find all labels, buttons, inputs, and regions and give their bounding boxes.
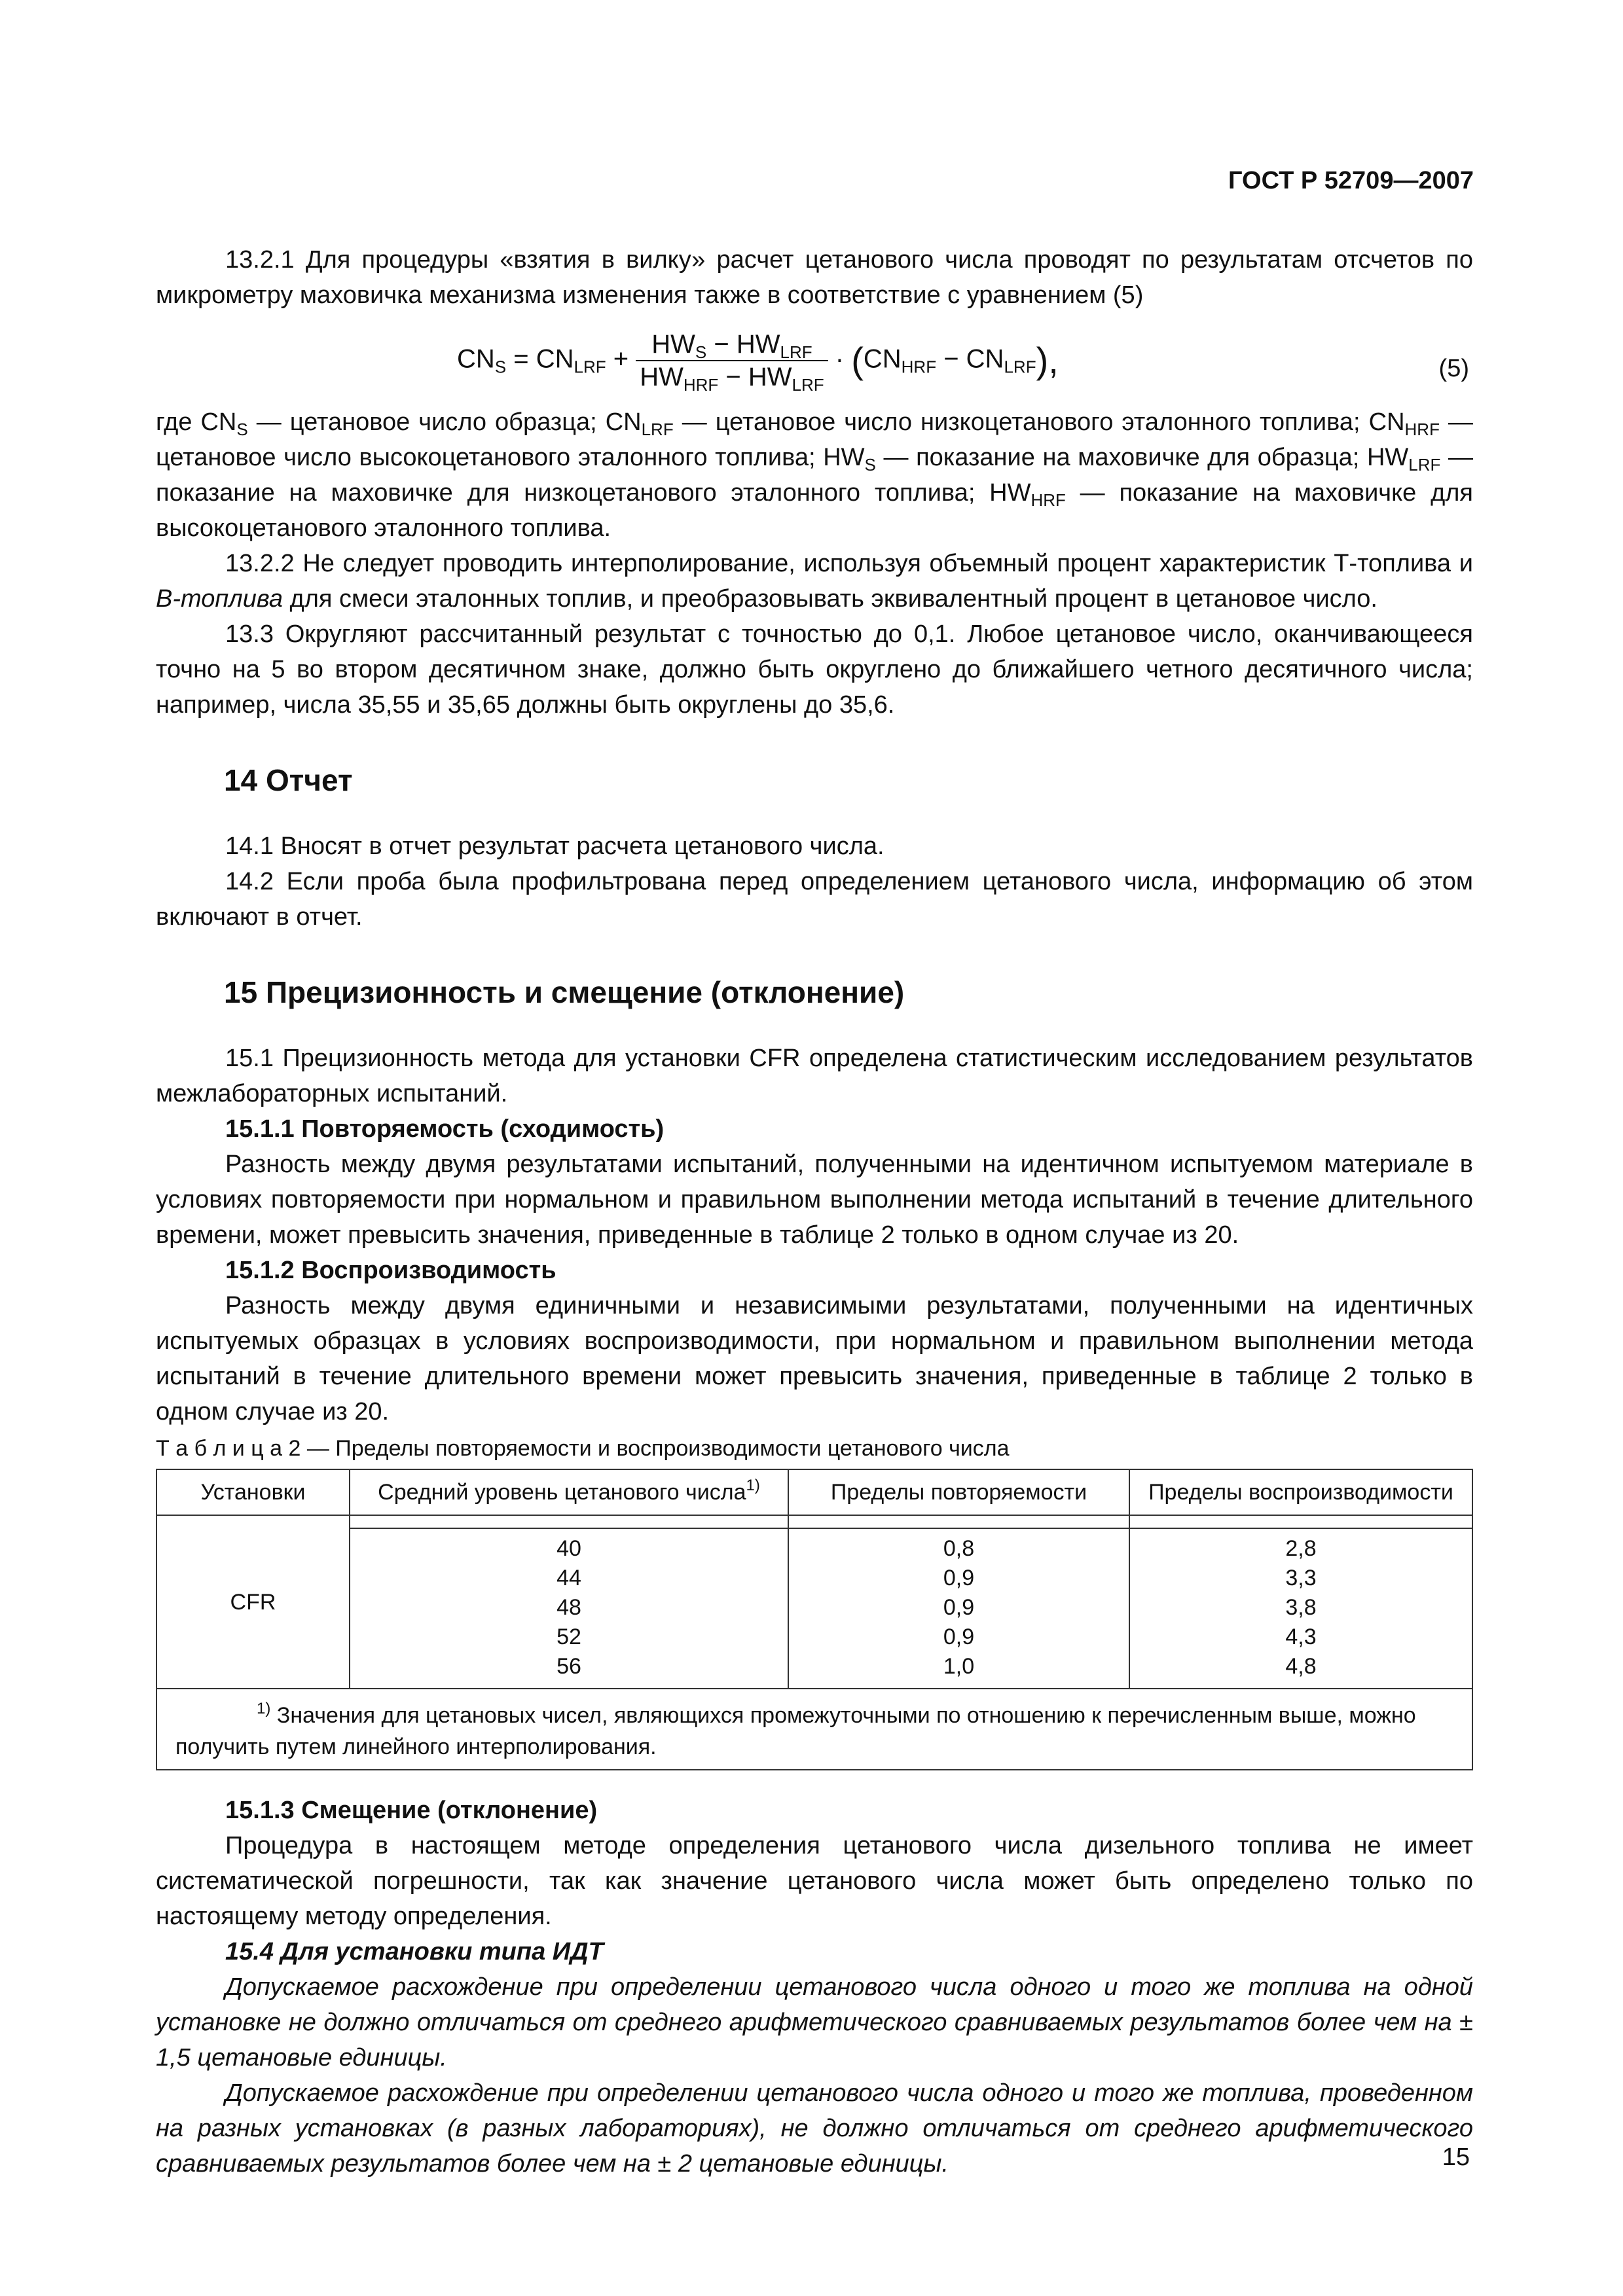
paragraph-14-2: 14.2 Если проба была профильтрована перед определением цетанового числа, информацию об этом включают в отчет.: [156, 868, 1473, 931]
heading-15-4: 15.4 Для установки типа ИДТ: [225, 1938, 604, 1965]
paragraph-15-1-3: Процедура в настоящем методе определения цетанового числа дизельного топлива не имеет систематической погрешности, так как значение цетанового числа может быть определено только по настоящему методу определения.: [156, 1832, 1473, 1930]
document-id-header: ГОСТ Р 52709—2007: [1228, 167, 1474, 194]
formula-expression: $CN_S = CN_{LRF}$ + $\frac{HW_S - HW_{LRF}}{HW_{HRF} - HW_{LRF}}$ · $(CN_{HRF} - CN_{LRF})$,: [457, 330, 1059, 395]
formula-legend: где $CN_S$ — цетановое число образца; $CN_{LRF}$ — цетановое число низкоцетанового эталонного топлива; $CN_{HRF}$ — цетановое число высокоцетанового эталонного топлива; $HW_S$ — показание на маховичке для образца; $HW_{LRF}$ — показание на маховичке для низкоцетанового эталонного топлива; $HW_{HRF}$ — показание на маховичке для высокоцетанового эталонного топлива.: [156, 408, 1473, 542]
table-2: [156, 1469, 1473, 1770]
header-installations: Установки: [156, 1469, 350, 1515]
section-15-title: 15 Прецизионность и смещение (отклонение): [224, 975, 905, 1009]
cell-repeatability: 0,8 0,9 0,9 0,9 1,0: [788, 1528, 1129, 1689]
table-header-row: [156, 1469, 1472, 1515]
table-footnote: $^{1)}$ Значения для цетановых чисел, являющихся промежуточными по отношению к перечисленным выше, можно получить путем линейного интерполирования.: [156, 1689, 1472, 1770]
paragraph-15-1-2: Разность между двумя единичными и независимыми результатами, полученными на идентичных испытуемых образцах в условиях воспроизводимости, при нормальном и правильном выполнении метода испытаний в течение длительного времени может превысить значения, приведенные в таблице 2 только в одном случае из 20.: [156, 1292, 1473, 1426]
formula-5: [156, 313, 1473, 404]
table-values-row: [156, 1528, 1472, 1689]
paragraph-15-1-1: Разность между двумя результатами испытаний, полученными на идентичном испытуемом материале в условиях повторяемости при нормальном и правильном выполнении метода испытаний в течение длительного времени, может превысить значения, приведенные в таблице 2 только в одном случае из 20.: [156, 1151, 1473, 1249]
table-2-caption: Т а б л и ц а 2 — Пределы повторяемости и воспроизводимости цетанового числа: [156, 1436, 1010, 1461]
paragraph-13-3: 13.3 Округляют рассчитанный результат с точностью до 0,1. Любое цетановое число, оканчивающееся точно на 5 во втором десятичном знаке, должно быть округлено до ближайшего четного десятичного числа; например, числа 35,55 и 35,65 должны быть округлены до 35,6.: [156, 620, 1473, 719]
cell-levels: 40 44 48 52 56: [350, 1528, 788, 1689]
paragraph-13-2-2: 13.2.2 Не следует проводить интерполирование, используя объемный процент характеристик Т-топлива и B-топлива для смеси эталонных топлив, и преобразовывать эквивалентный процент в цетановое число.: [156, 550, 1473, 613]
heading-15-1-2: 15.1.2 Воспроизводимость: [225, 1257, 556, 1284]
document-body: [156, 242, 1473, 2181]
cell-installation: CFR: [156, 1515, 350, 1689]
paragraph-15-4-1: Допускаемое расхождение при определении цетанового числа одного и того же топлива на одной установке не должно отличаться от среднего арифметического сравниваемых результатов более чем на ± 1,5 цетановые единицы.: [156, 1973, 1473, 2072]
cell-reproducibility: 2,8 3,3 3,8 4,3 4,8: [1129, 1528, 1472, 1689]
paragraph-13-2-1: 13.2.1 Для процедуры «взятия в вилку» расчет цетанового числа проводят по результатам отсчетов по микрометру маховичка механизма изменения также в соответствие с уравнением (5): [156, 246, 1473, 309]
heading-15-1-1: 15.1.1 Повторяемость (сходимость): [225, 1115, 665, 1143]
formula-number: (5): [1438, 355, 1469, 382]
section-14-title: 14 Отчет: [224, 763, 353, 797]
header-reproducibility: Пределы воспроизводимости: [1129, 1469, 1472, 1515]
table-footnote-row: [156, 1689, 1472, 1770]
paragraph-14-1: 14.1 Вносят в отчет результат расчета цетанового числа.: [225, 833, 884, 860]
heading-15-1-3: 15.1.3 Смещение (отклонение): [225, 1797, 598, 1824]
page-number: 15: [1442, 2144, 1470, 2171]
header-repeatability: Пределы повторяемости: [788, 1469, 1129, 1515]
paragraph-15-1: 15.1 Прецизионность метода для установки CFR определена статистическим исследованием результатов межлабораторных испытаний.: [156, 1045, 1473, 1107]
header-mean-level: Средний уровень цетанового числа$^{1)}$: [350, 1469, 788, 1515]
paragraph-15-4-2: Допускаемое расхождение при определении цетанового числа одного и того же топлива, проведенном на разных установках (в разных лабораториях), не должно отличаться от среднего арифметического сравниваемых результатов более чем на ± 2 цетановые единицы.: [156, 2079, 1473, 2178]
formula-fraction: $\frac{HW_S - HW_{LRF}}{HW_{HRF} - HW_{LRF}}$: [636, 329, 828, 393]
